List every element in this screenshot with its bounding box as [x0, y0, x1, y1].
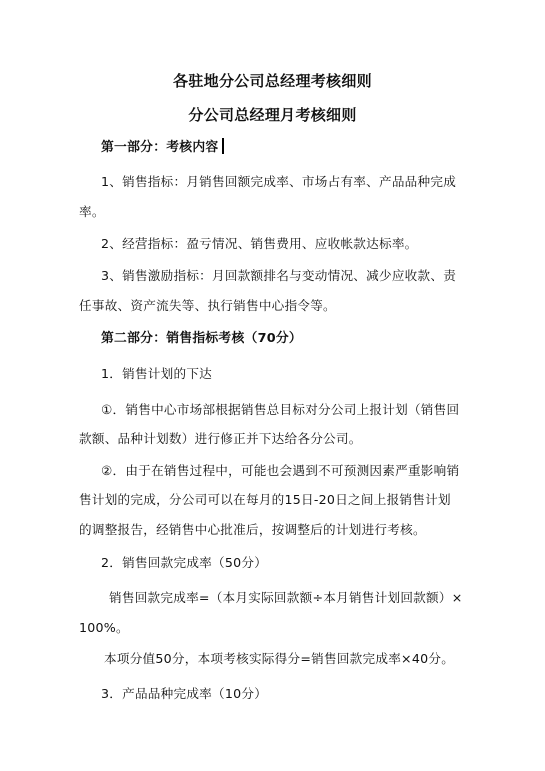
paragraph-line: 的调整报告，经销售中心批准后，按调整后的计划进行考核。: [79, 522, 426, 537]
document-subtitle: 分公司总经理月考核细则: [188, 106, 357, 124]
document-title: 各驻地分公司总经理考核细则: [173, 72, 372, 90]
paragraph-line: 售计划的完成，分公司可以在每月的15日-20日之间上报销售计划: [79, 492, 451, 507]
paragraph-line: ①．销售中心市场部根据销售总目标对分公司上报计划（销售回: [101, 402, 460, 417]
formula-line: 100%。: [79, 620, 129, 635]
formula-line: 销售回款完成率=（本月实际回款额÷本月销售计划回款额）×: [109, 590, 463, 605]
section-heading: 3．产品品种完成率（10分）: [101, 686, 268, 701]
paragraph-line: 1、销售指标：月销售回额完成率、市场占有率、产品品种完成: [101, 174, 457, 189]
paragraph-line: 款额、品种计划数）进行修正并下达给各分公司。: [79, 431, 362, 446]
paragraph-line: 任事故、资产流失等、执行销售中心指令等。: [79, 298, 336, 313]
paragraph-line: 率。: [79, 204, 105, 219]
section-heading: 1．销售计划的下达: [101, 366, 213, 381]
part1-heading: [101, 138, 224, 156]
paragraph-line: 2、经营指标：盈亏情况、销售费用、应收帐款达标率。: [101, 236, 418, 251]
part2-heading: 第二部分：销售指标考核（70分）: [101, 331, 302, 346]
part1-heading-text: 第一部分：考核内容: [101, 140, 219, 155]
paragraph-line: 3、销售激励指标：月回款额排名与变动情况、减少应收款、责: [101, 268, 457, 283]
paragraph-line: ②．由于在销售过程中，可能也会遇到不可预测因素严重影响销: [101, 463, 460, 478]
section-heading: 2．销售回款完成率（50分）: [101, 555, 268, 570]
text-cursor: [222, 138, 224, 154]
paragraph-line: 本项分值50分，本项考核实际得分=销售回款完成率×40分。: [104, 651, 455, 666]
